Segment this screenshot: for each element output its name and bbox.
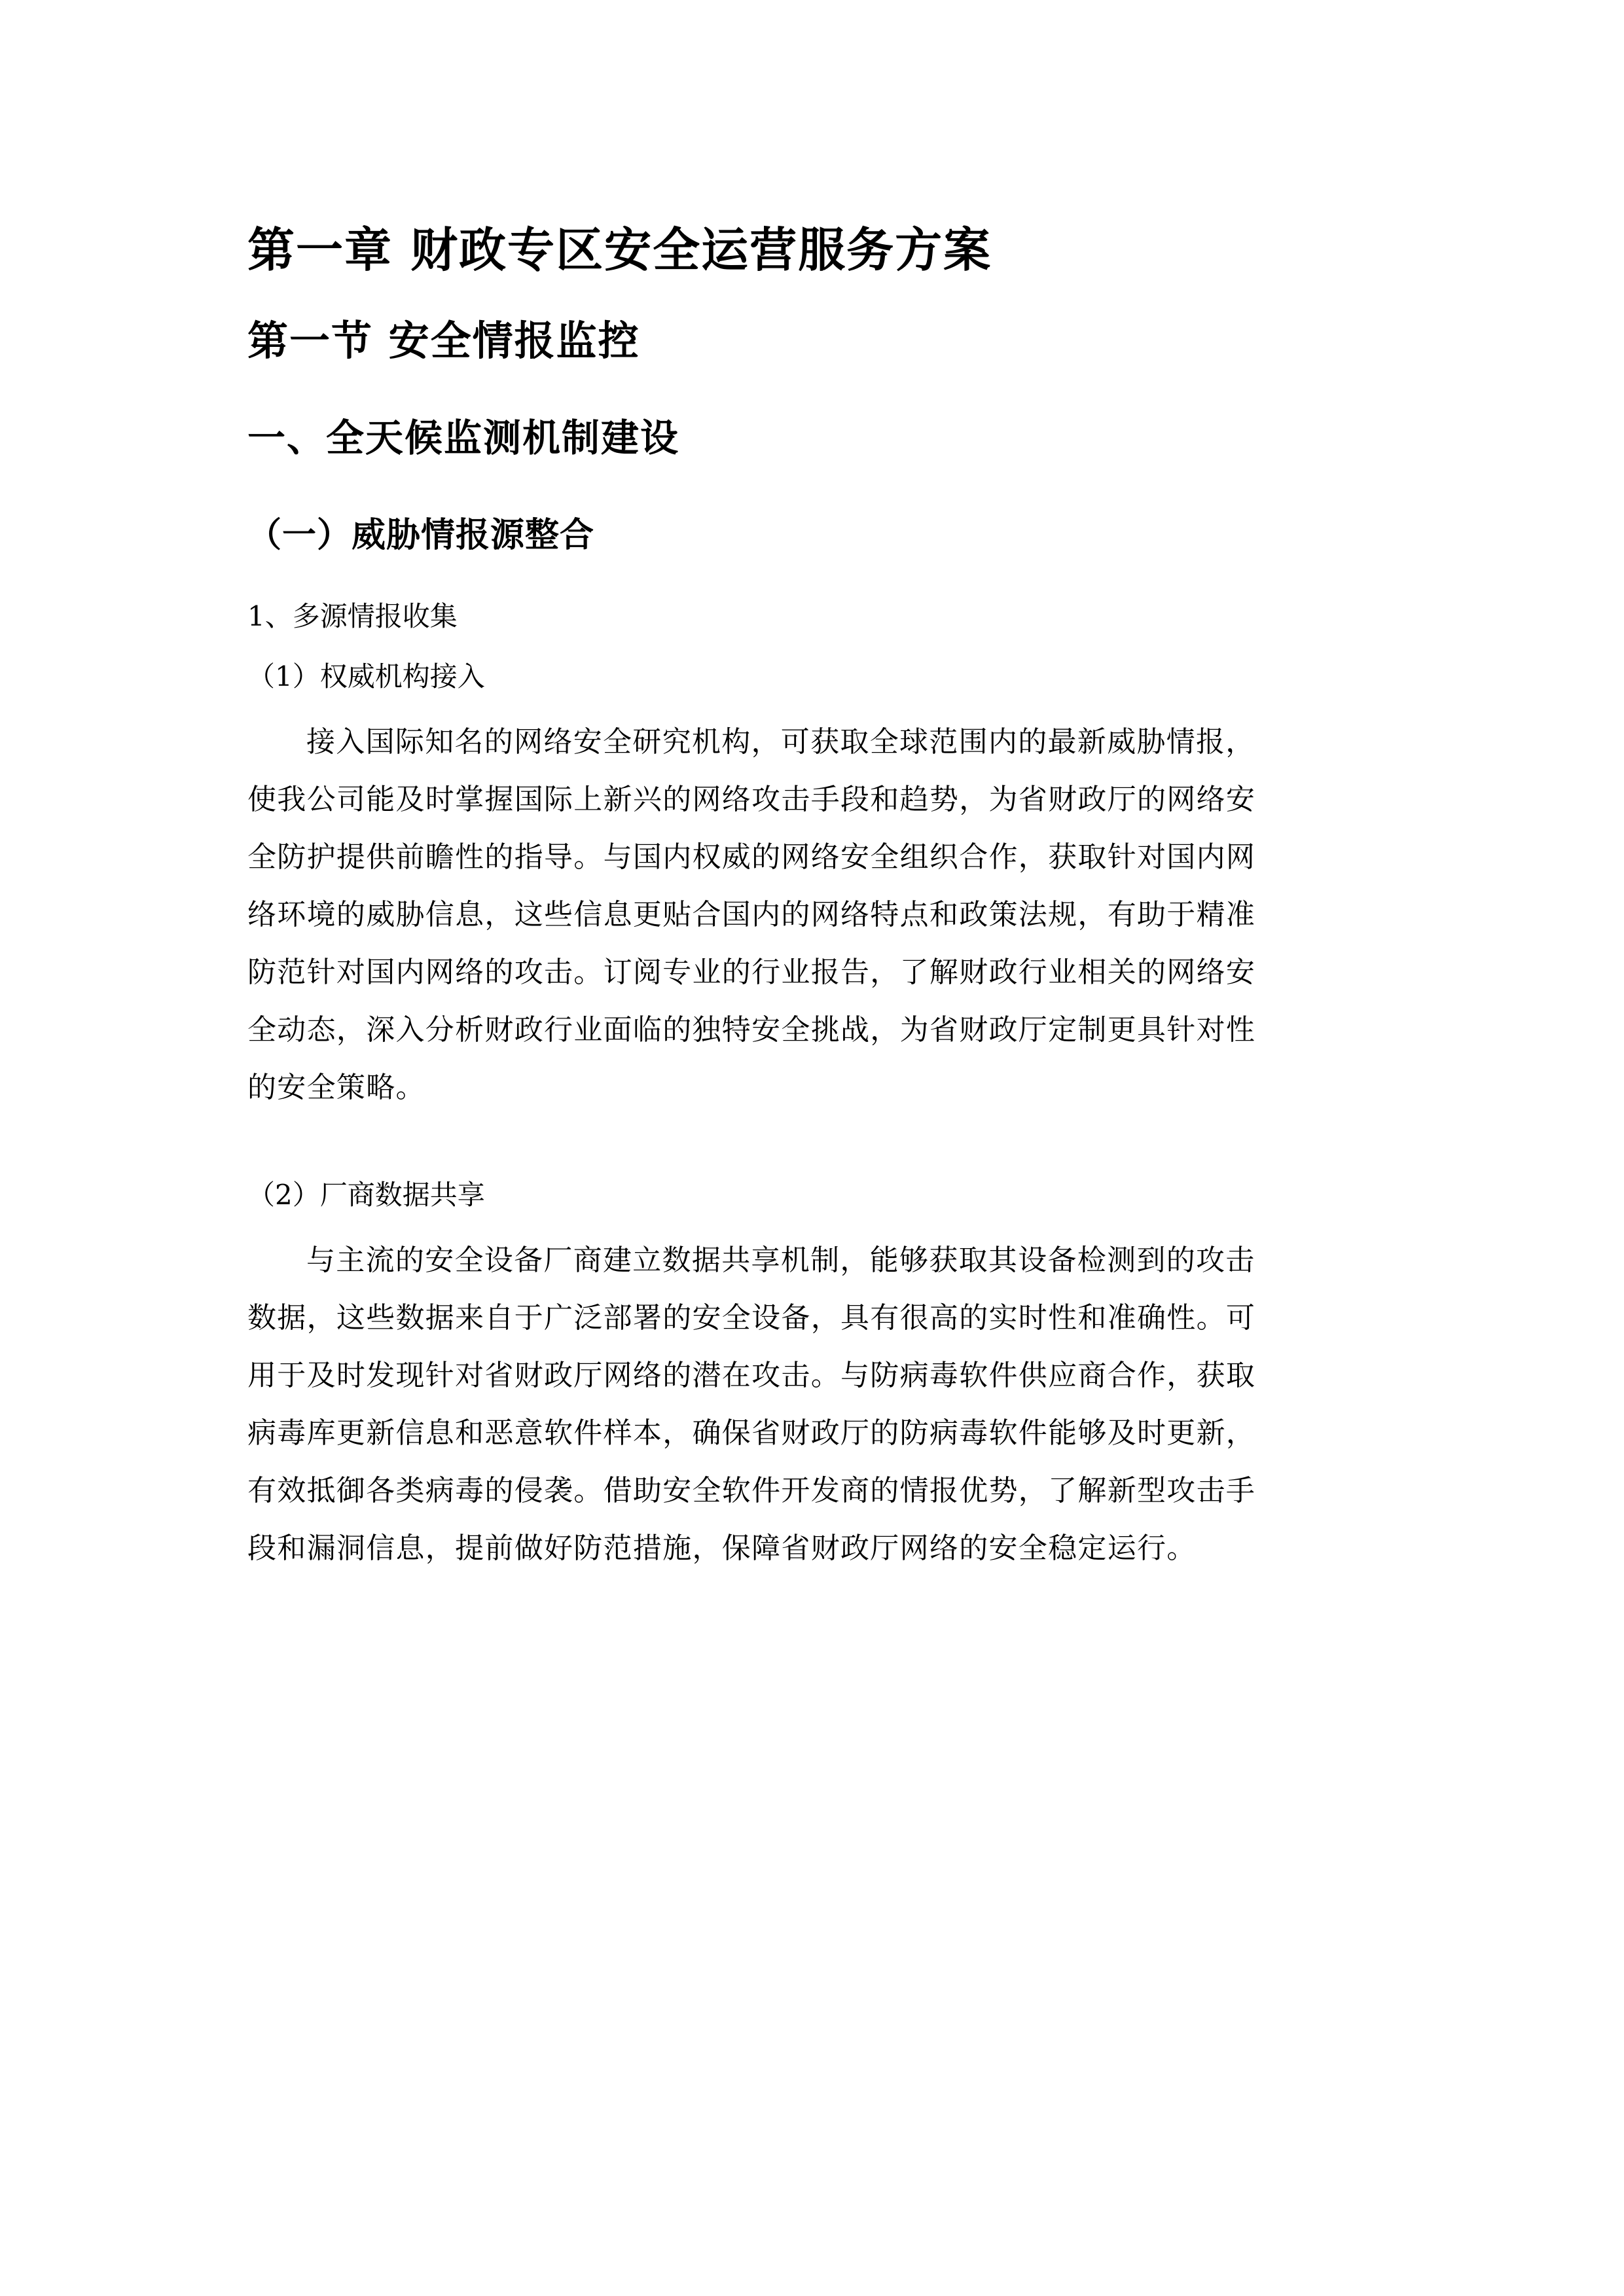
paragraph-line: 全防护提供前瞻性的指导。与国内权威的网络安全组织合作，获取针对国内网 bbox=[247, 840, 1256, 874]
point-heading-vendor: （2）厂商数据共享 bbox=[247, 1179, 485, 1211]
paragraph-line: 防范针对国内网络的攻击。订阅专业的行业报告，了解财政行业相关的网络安 bbox=[247, 956, 1256, 989]
section-title: 第一节 安全情报监控 bbox=[247, 317, 640, 365]
paragraph-authority-access bbox=[247, 713, 1377, 1117]
paragraph-line: 接入国际知名的网络安全研究机构，可获取全球范围内的最新威胁情报， bbox=[306, 725, 1255, 759]
paragraph-line: 使我公司能及时掌握国际上新兴的网络攻击手段和趋势，为省财政厅的网络安 bbox=[247, 783, 1256, 816]
paragraph-line: 络环境的威胁信息，这些信息更贴合国内的网络特点和政策法规，有助于精准 bbox=[247, 898, 1256, 931]
item-title: 1、多源情报收集 bbox=[247, 600, 458, 632]
paragraph-line: 的安全策略。 bbox=[247, 1071, 425, 1104]
part-title: 一、全天候监测机制建设 bbox=[247, 416, 680, 460]
paragraph-vendor-sharing bbox=[247, 1232, 1377, 1577]
subsection-title: （一）威胁情报源整合 bbox=[247, 515, 595, 555]
chapter-title: 第一章 财政专区安全运营服务方案 bbox=[247, 223, 992, 278]
paragraph-line: 与主流的安全设备厂商建立数据共享机制，能够获取其设备检测到的攻击 bbox=[306, 1244, 1255, 1277]
paragraph-line: 段和漏洞信息，提前做好防范措施，保障省财政厅网络的安全稳定运行。 bbox=[247, 1532, 1197, 1565]
paragraph-line: 用于及时发现针对省财政厅网络的潜在攻击。与防病毒软件供应商合作，获取 bbox=[247, 1359, 1256, 1392]
paragraph-line: 全动态，深入分析财政行业面临的独特安全挑战，为省财政厅定制更具针对性 bbox=[247, 1013, 1256, 1047]
point-heading-authority: （1）权威机构接入 bbox=[247, 660, 485, 692]
paragraph-line: 数据，这些数据来自于广泛部署的安全设备，具有很高的实时性和准确性。可 bbox=[247, 1301, 1256, 1335]
paragraph-line: 病毒库更新信息和恶意软件样本，确保省财政厅的防病毒软件能够及时更新， bbox=[247, 1416, 1256, 1450]
paragraph-line: 有效抵御各类病毒的侵袭。借助安全软件开发商的情报优势，了解新型攻击手 bbox=[247, 1474, 1256, 1507]
